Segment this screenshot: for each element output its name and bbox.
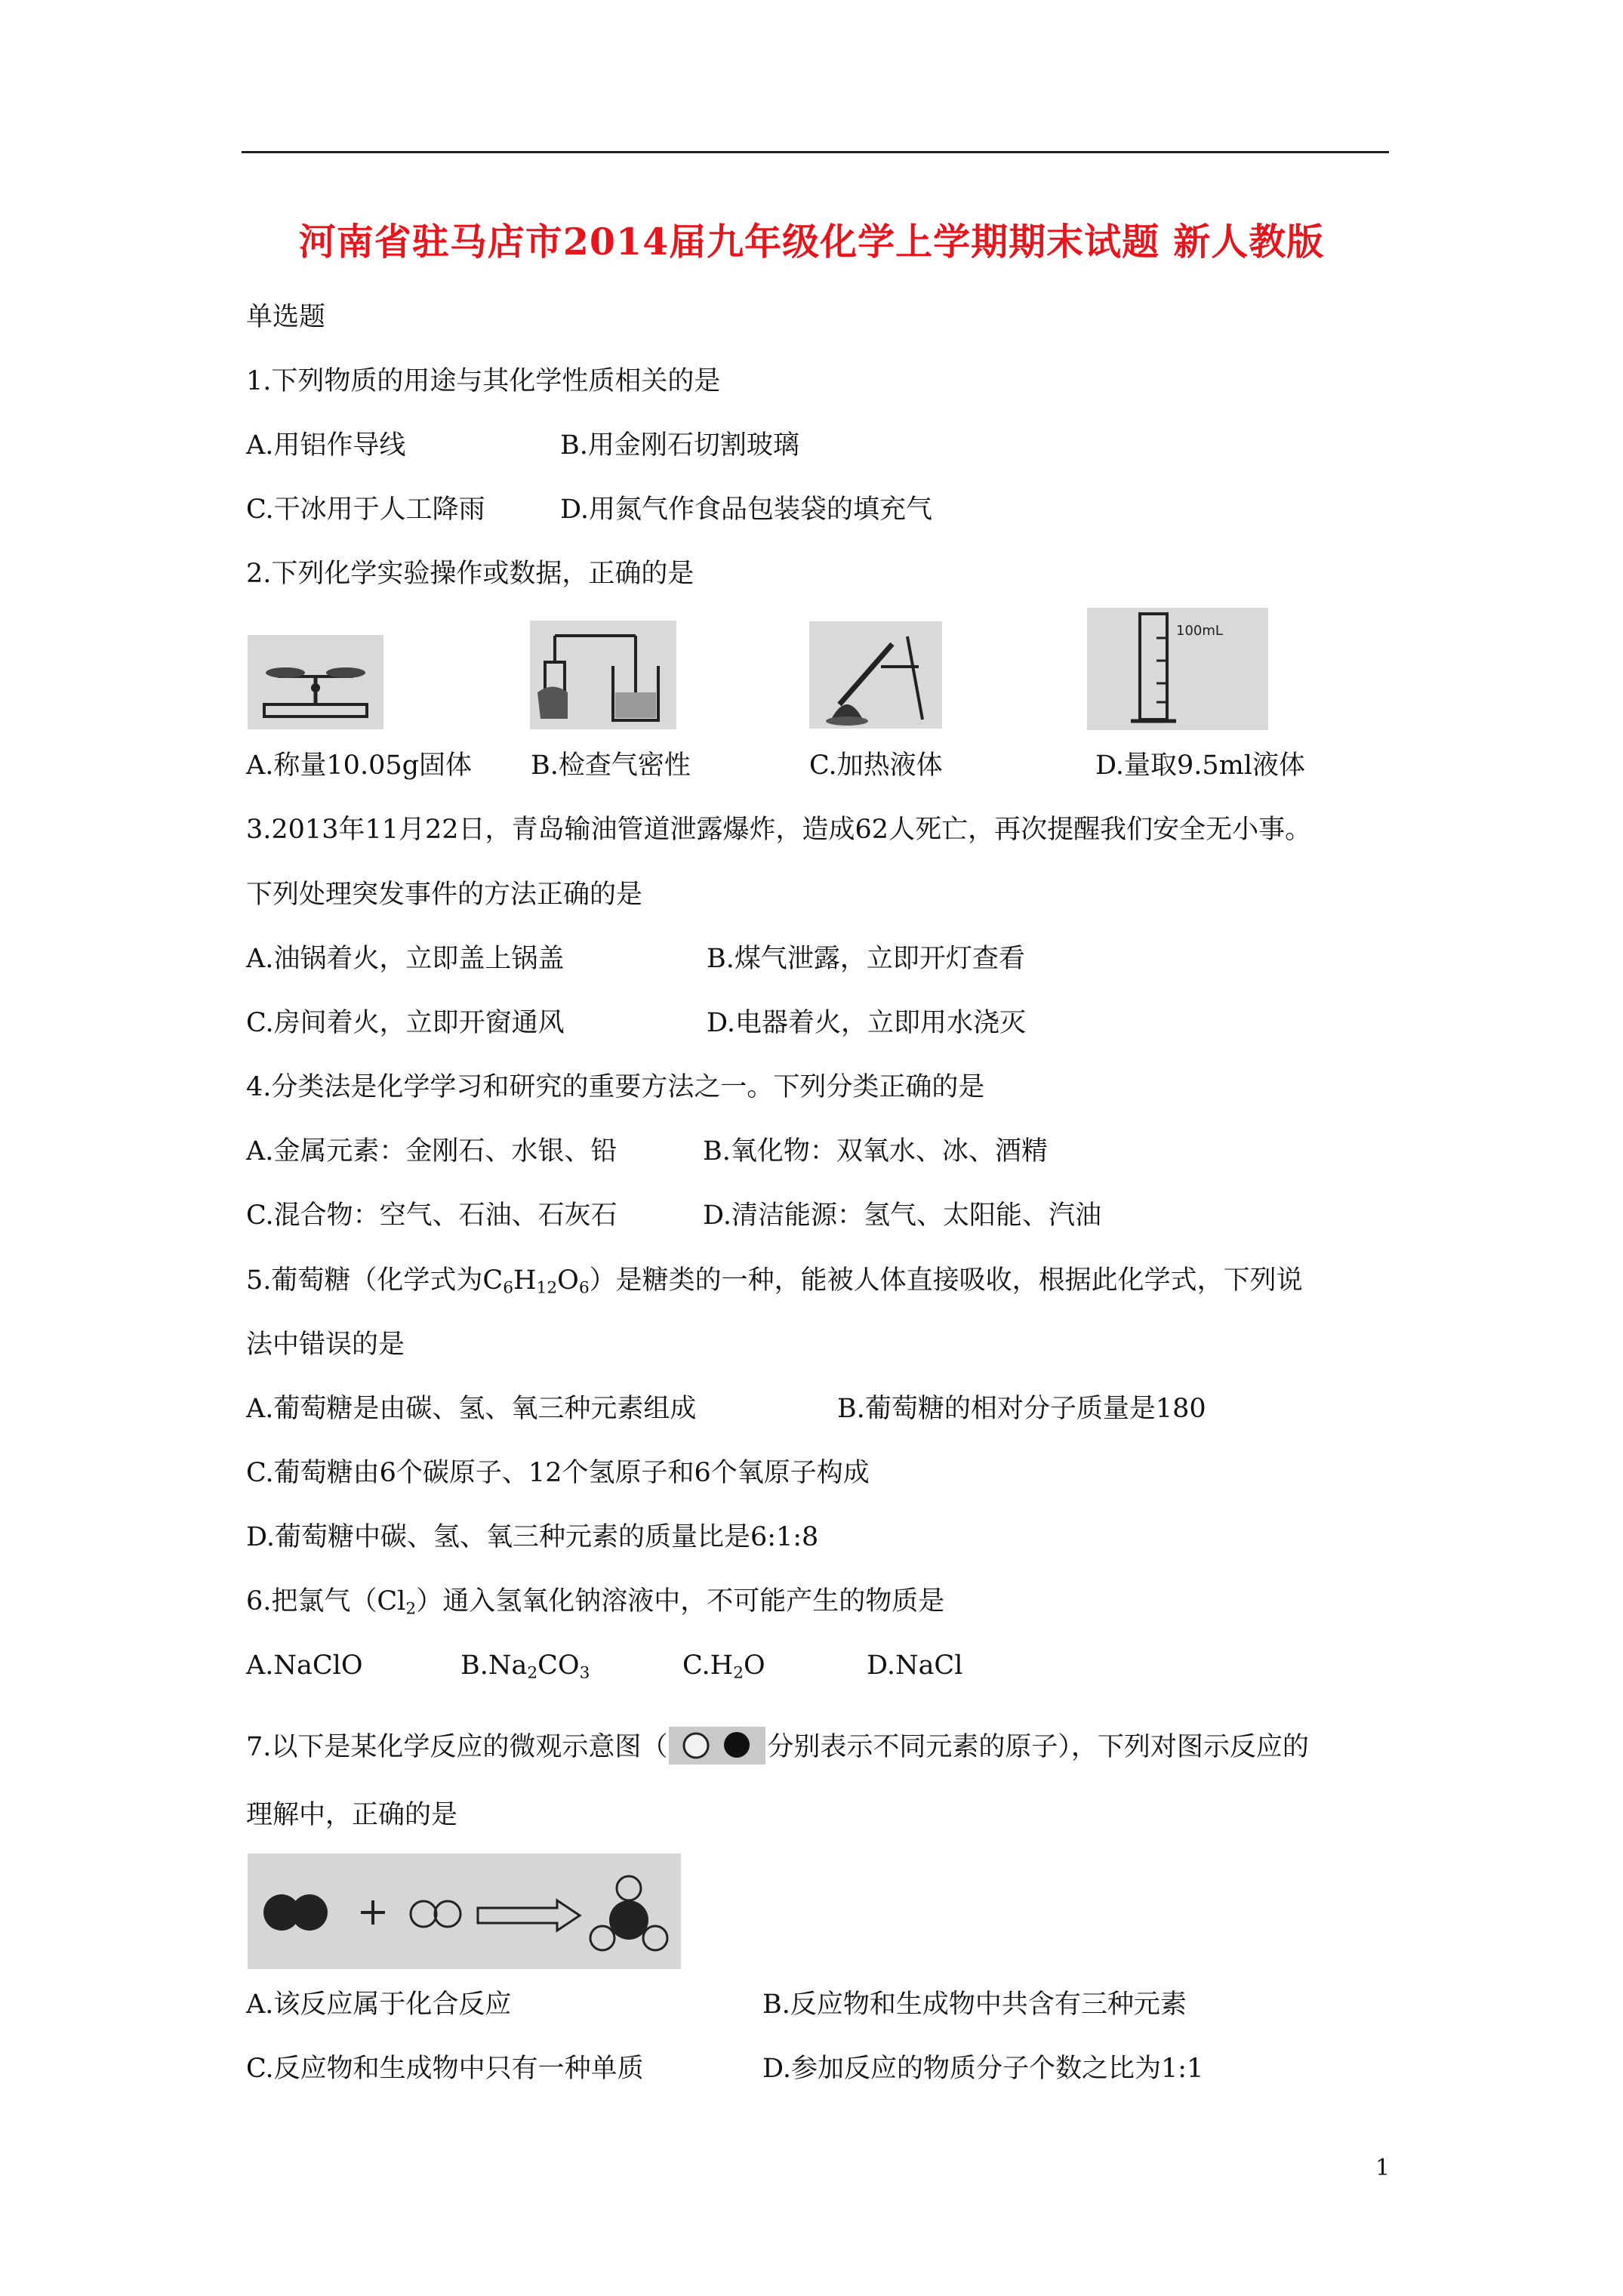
header-rule xyxy=(242,151,1389,153)
q2-option-a: A.称量10.05g固体 xyxy=(246,750,473,781)
q7-stem-post: 分别表示不同元素的原子），下列对图示反应的 xyxy=(767,1732,1309,1762)
heating-icon xyxy=(809,621,942,729)
q4-option-a: A.金属元素：金刚石、水银、铅 xyxy=(246,1136,617,1166)
q1-stem: 1.下列物质的用途与其化学性质相关的是 xyxy=(246,366,721,396)
q6-option-a: A.NaClO xyxy=(246,1650,363,1681)
q6-c-pre: C.H xyxy=(682,1650,734,1681)
q1-option-d: D.用氮气作食品包装袋的填充气 xyxy=(560,495,932,525)
q7-stem-pre: 7.以下是某化学反应的微观示意图（ xyxy=(246,1732,668,1762)
q5-option-b: B.葡萄糖的相对分子质量是180 xyxy=(837,1394,1206,1424)
q2-option-c: C.加热液体 xyxy=(809,750,943,781)
atom-legend-figure xyxy=(669,1727,765,1764)
q7-option-b: B.反应物和生成物中共含有三种元素 xyxy=(762,1989,1187,2020)
q7-option-d: D.参加反应的物质分子个数之比为1:1 xyxy=(762,2054,1204,2084)
balance-figure xyxy=(248,635,383,729)
q6-b-sub2: 3 xyxy=(579,1663,590,1683)
section-heading: 单选题 xyxy=(246,302,326,332)
q5-o: O xyxy=(557,1265,579,1296)
q5-stem-pre: 5.葡萄糖（化学式为C xyxy=(246,1265,504,1296)
q3-option-b: B.煤气泄露，立即开灯查看 xyxy=(707,944,1025,974)
graduated-cylinder-icon xyxy=(1087,608,1268,730)
q6-option-b xyxy=(460,1647,590,1691)
q3-option-d: D.电器着火，立即用水浇灭 xyxy=(707,1008,1026,1038)
heating-figure xyxy=(809,621,942,729)
q6-b-mid: CO xyxy=(537,1650,580,1681)
q5-stem-post: ）是糖类的一种，能被人体直接吸收，根据此化学式，下列说 xyxy=(589,1265,1303,1296)
q7-stem-line1 xyxy=(246,1727,1309,1765)
q6-stem xyxy=(246,1583,944,1627)
reaction-molecules-icon xyxy=(248,1854,681,1969)
q5-option-c: C.葡萄糖由6个碳原子、12个氢原子和6个氧原子构成 xyxy=(246,1458,870,1488)
q1-option-a: A.用铝作导线 xyxy=(246,430,406,461)
q7-option-a: A.该反应属于化合反应 xyxy=(246,1989,512,2020)
q5-h: H xyxy=(513,1265,537,1296)
q6-c-sub: 2 xyxy=(733,1663,744,1683)
q4-option-d: D.清洁能源：氢气、太阳能、汽油 xyxy=(703,1200,1101,1231)
cylinder-figure xyxy=(1087,608,1268,730)
q5-sub-h: 12 xyxy=(536,1278,558,1298)
airtightness-figure xyxy=(530,621,676,729)
balance-icon xyxy=(248,635,383,729)
q1-option-b: B.用金刚石切割玻璃 xyxy=(560,430,799,461)
q6-option-d: D.NaCl xyxy=(867,1650,963,1681)
q6-b-sub1: 2 xyxy=(527,1663,538,1683)
q4-option-b: B.氧化物：双氧水、冰、酒精 xyxy=(703,1136,1048,1166)
q2-option-b: B.检查气密性 xyxy=(531,750,691,781)
reaction-diagram xyxy=(248,1854,681,1969)
q6-stem-pre: 6.把氯气（Cl xyxy=(246,1586,406,1616)
page-title: 河南省驻马店市2014届九年级化学上学期期末试题 新人教版 xyxy=(298,220,1325,264)
q5-option-d: D.葡萄糖中碳、氢、氧三种元素的质量比是6:1:8 xyxy=(246,1522,819,1552)
q3-stem-line1: 3.2013年11月22日，青岛输油管道泄露爆炸，造成62人死亡，再次提醒我们安全无小事。 xyxy=(246,815,1312,845)
q1-option-c: C.干冰用于人工降雨 xyxy=(246,495,485,525)
q5-stem-line2: 法中错误的是 xyxy=(246,1330,405,1360)
q3-stem-line2: 下列处理突发事件的方法正确的是 xyxy=(246,880,643,910)
q6-stem-post: ）通入氢氧化钠溶液中，不可能产生的物质是 xyxy=(416,1586,945,1616)
q3-option-a: A.油锅着火，立即盖上锅盖 xyxy=(246,944,565,974)
q6-b-pre: B.Na xyxy=(460,1650,528,1681)
q5-sub-o: 6 xyxy=(578,1278,590,1298)
q5-sub-c: 6 xyxy=(503,1278,513,1298)
q2-option-d: D.量取9.5ml液体 xyxy=(1095,750,1305,781)
q5-stem-line1 xyxy=(246,1262,1303,1306)
q3-option-c: C.房间着火，立即开窗通风 xyxy=(246,1008,565,1038)
atom-legend-icon xyxy=(669,1727,765,1764)
gas-check-icon xyxy=(530,621,676,729)
q7-option-c: C.反应物和生成物中只有一种单质 xyxy=(246,2054,644,2084)
q2-stem: 2.下列化学实验操作或数据，正确的是 xyxy=(246,559,694,589)
q4-option-c: C.混合物：空气、石油、石灰石 xyxy=(246,1200,617,1231)
q6-c-post: O xyxy=(744,1650,765,1681)
page-number: 1 xyxy=(1375,2155,1390,2181)
q4-stem: 4.分类法是化学学习和研究的重要方法之一。下列分类正确的是 xyxy=(246,1072,985,1102)
cylinder-label: 100mL xyxy=(1176,623,1223,639)
q6-option-c xyxy=(682,1647,765,1691)
q5-option-a: A.葡萄糖是由碳、氢、氧三种元素组成 xyxy=(246,1394,697,1424)
q7-stem-line2: 理解中，正确的是 xyxy=(246,1800,458,1830)
q6-stem-sub: 2 xyxy=(405,1599,417,1619)
